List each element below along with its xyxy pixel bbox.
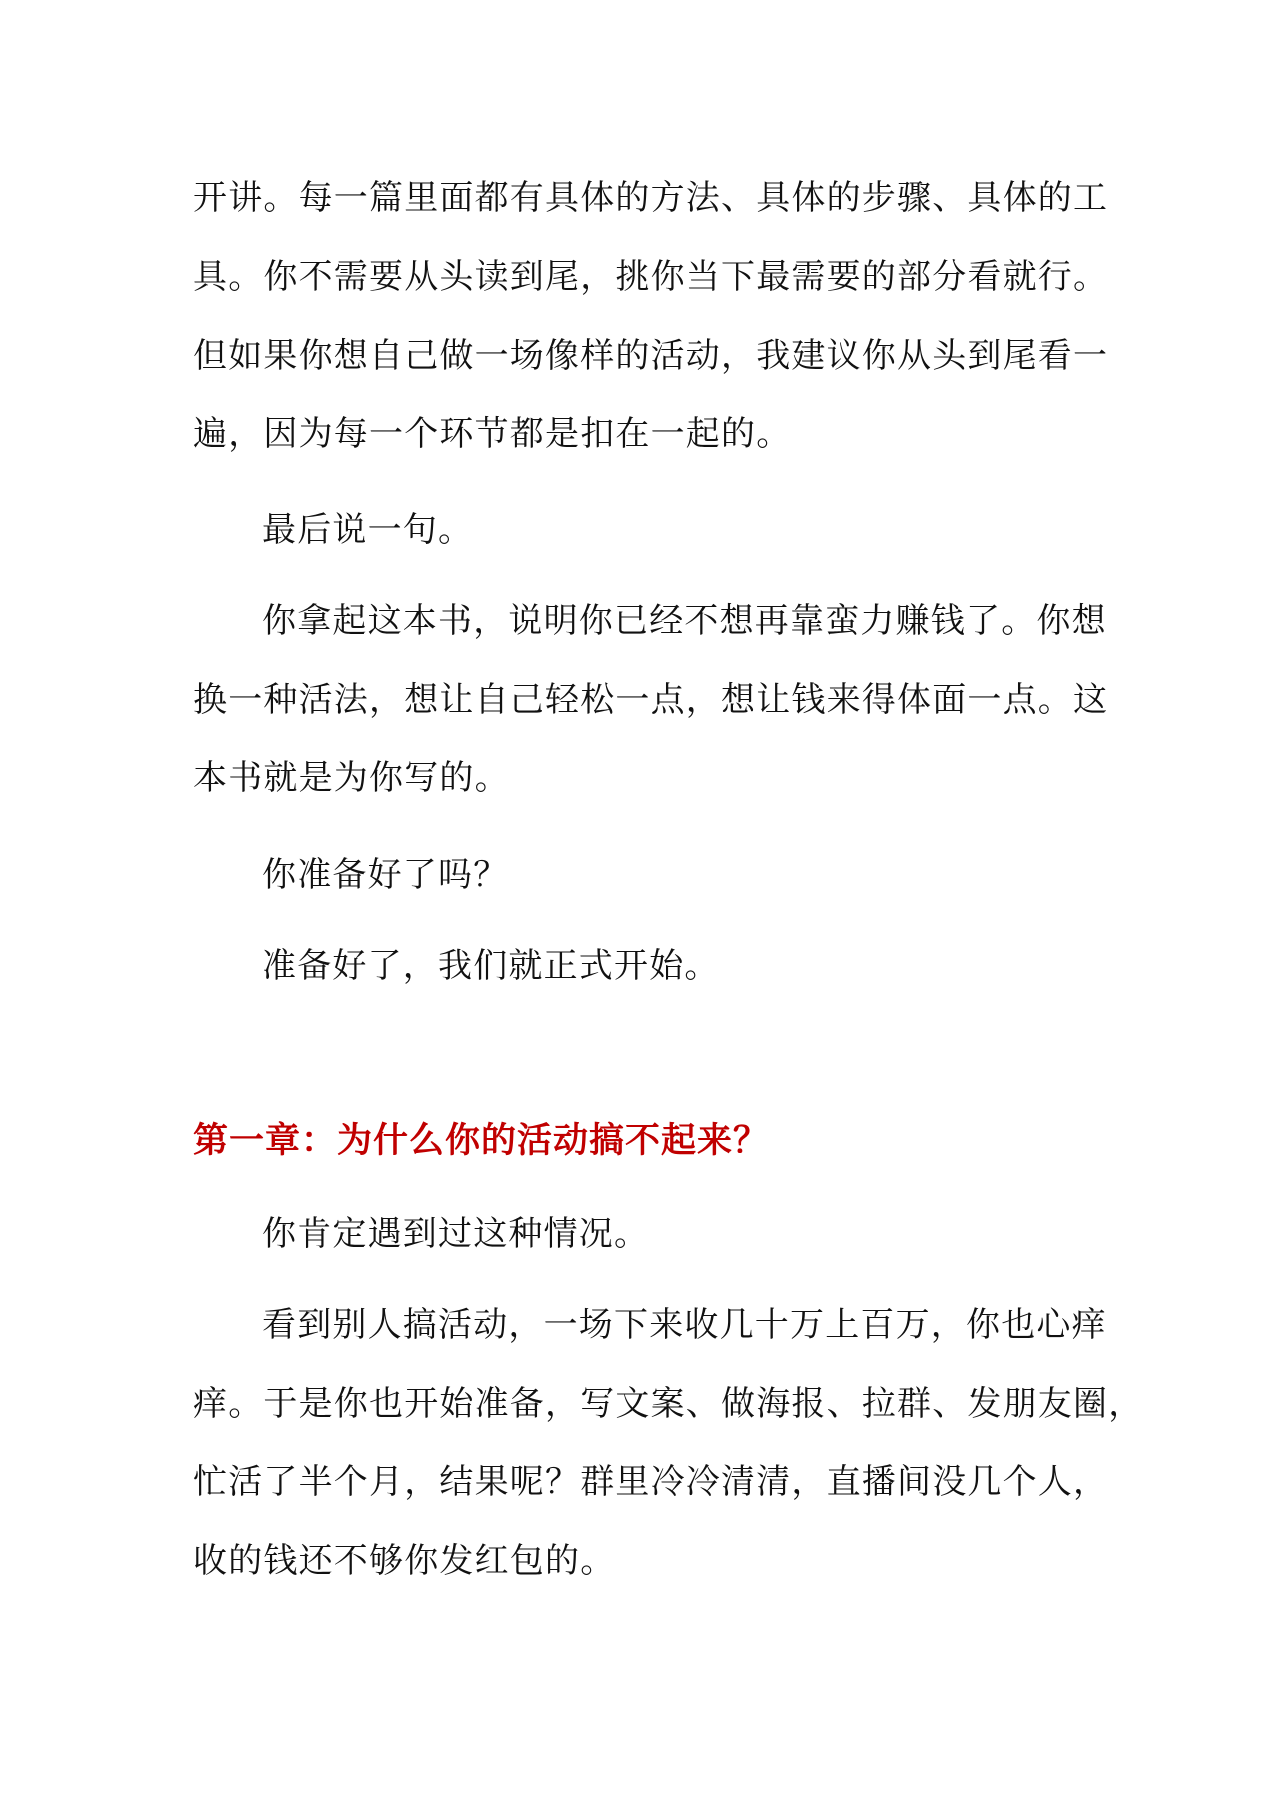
chapter-paragraph-line: 看到别人搞活动，一场下来收几十万上百万，你也心痒 bbox=[262, 1305, 1107, 1345]
chapter-title: 第一章：为什么你的活动搞不起来？ bbox=[193, 1120, 770, 1161]
closing-remark: 最后说一句。 bbox=[262, 510, 474, 550]
intro-paragraph-line: 遍，因为每一个环节都是扣在一起的。 bbox=[193, 414, 792, 454]
intro-paragraph-line: 具。你不需要从头读到尾，挑你当下最需要的部分看就行。 bbox=[193, 257, 1109, 297]
book-paragraph-line: 你拿起这本书，说明你已经不想再靠蛮力赚钱了。你想 bbox=[262, 601, 1107, 641]
question-line: 你准备好了吗？ bbox=[262, 855, 509, 895]
book-paragraph-line: 本书就是为你写的。 bbox=[193, 758, 510, 798]
chapter-paragraph-line: 忙活了半个月，结果呢？群里冷冷清清，直播间没几个人， bbox=[193, 1462, 1109, 1502]
start-line: 准备好了，我们就正式开始。 bbox=[262, 946, 720, 986]
book-paragraph-line: 换一种活法，想让自己轻松一点，想让钱来得体面一点。这 bbox=[193, 680, 1109, 720]
intro-paragraph-line: 但如果你想自己做一场像样的活动，我建议你从头到尾看一 bbox=[193, 336, 1109, 376]
chapter-opening: 你肯定遇到过这种情况。 bbox=[262, 1214, 650, 1254]
intro-paragraph-line: 开讲。每一篇里面都有具体的方法、具体的步骤、具体的工 bbox=[193, 178, 1109, 218]
chapter-paragraph-line: 痒。于是你也开始准备，写文案、做海报、拉群、发朋友圈， bbox=[193, 1384, 1144, 1424]
chapter-paragraph-line: 收的钱还不够你发红包的。 bbox=[193, 1541, 616, 1581]
